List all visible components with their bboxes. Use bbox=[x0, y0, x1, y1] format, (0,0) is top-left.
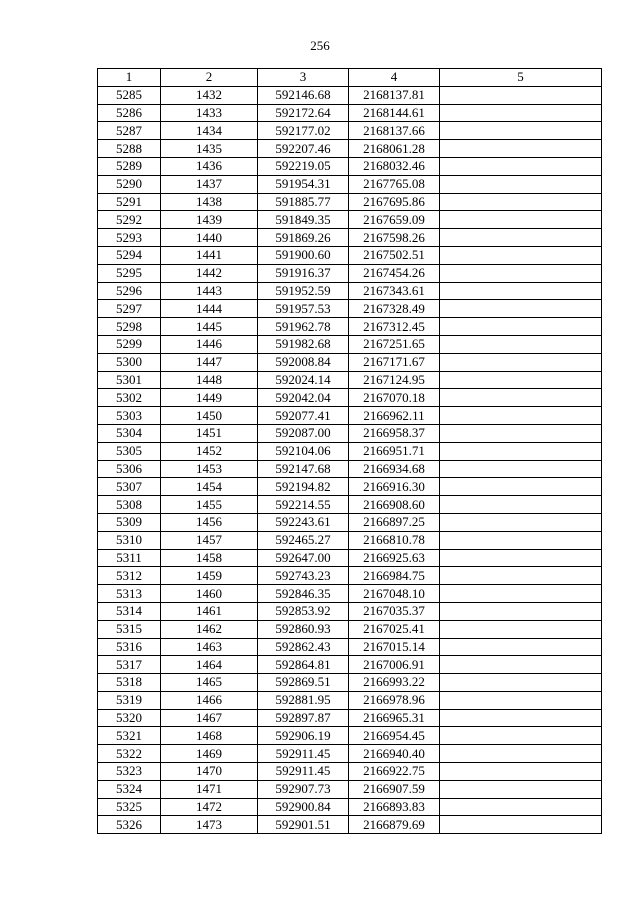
note-cell bbox=[440, 389, 602, 407]
table-row bbox=[98, 282, 602, 300]
table-row bbox=[98, 353, 602, 371]
note-cell bbox=[440, 727, 602, 745]
y-coordinate-cell: 2167312.45 bbox=[349, 318, 440, 336]
point-number-cell: 5301 bbox=[98, 371, 161, 389]
point-number-cell: 5305 bbox=[98, 442, 161, 460]
index-cell: 1450 bbox=[161, 407, 258, 425]
index-cell: 1432 bbox=[161, 86, 258, 104]
point-number-cell: 5291 bbox=[98, 193, 161, 211]
x-coordinate-cell: 592214.55 bbox=[258, 496, 349, 514]
y-coordinate-cell: 2167006.91 bbox=[349, 656, 440, 674]
note-cell bbox=[440, 567, 602, 585]
x-coordinate-cell: 592207.46 bbox=[258, 140, 349, 158]
table-row bbox=[98, 318, 602, 336]
note-cell bbox=[440, 549, 602, 567]
page-number: 256 bbox=[310, 38, 330, 53]
point-number-cell: 5296 bbox=[98, 282, 161, 300]
x-coordinate-cell: 592219.05 bbox=[258, 157, 349, 175]
index-cell: 1469 bbox=[161, 745, 258, 763]
point-number-cell: 5324 bbox=[98, 780, 161, 798]
y-coordinate-cell: 2167070.18 bbox=[349, 389, 440, 407]
note-cell bbox=[440, 691, 602, 709]
point-number-cell: 5311 bbox=[98, 549, 161, 567]
note-cell bbox=[440, 513, 602, 531]
note-cell bbox=[440, 638, 602, 656]
y-coordinate-cell: 2168144.61 bbox=[349, 104, 440, 122]
index-cell: 1453 bbox=[161, 460, 258, 478]
y-coordinate-cell: 2166958.37 bbox=[349, 424, 440, 442]
table-row bbox=[98, 798, 602, 816]
table-row bbox=[98, 229, 602, 247]
point-number-cell: 5303 bbox=[98, 407, 161, 425]
y-coordinate-cell: 2167035.37 bbox=[349, 602, 440, 620]
table-row bbox=[98, 620, 602, 638]
index-cell: 1458 bbox=[161, 549, 258, 567]
point-number-cell: 5286 bbox=[98, 104, 161, 122]
y-coordinate-cell: 2166962.11 bbox=[349, 407, 440, 425]
y-coordinate-cell: 2166984.75 bbox=[349, 567, 440, 585]
column-header-5: 5 bbox=[440, 69, 602, 87]
index-cell: 1460 bbox=[161, 585, 258, 603]
note-cell bbox=[440, 300, 602, 318]
index-cell: 1447 bbox=[161, 353, 258, 371]
point-number-cell: 5287 bbox=[98, 122, 161, 140]
x-coordinate-cell: 592087.00 bbox=[258, 424, 349, 442]
table-row bbox=[98, 567, 602, 585]
x-coordinate-cell: 592077.41 bbox=[258, 407, 349, 425]
note-cell bbox=[440, 211, 602, 229]
point-number-cell: 5315 bbox=[98, 620, 161, 638]
table-row bbox=[98, 193, 602, 211]
point-number-cell: 5323 bbox=[98, 763, 161, 781]
index-cell: 1465 bbox=[161, 674, 258, 692]
x-coordinate-cell: 592104.06 bbox=[258, 442, 349, 460]
point-number-cell: 5319 bbox=[98, 691, 161, 709]
column-header-1: 1 bbox=[98, 69, 161, 87]
x-coordinate-cell: 592147.68 bbox=[258, 460, 349, 478]
index-cell: 1466 bbox=[161, 691, 258, 709]
note-cell bbox=[440, 460, 602, 478]
point-number-cell: 5285 bbox=[98, 86, 161, 104]
table-row bbox=[98, 424, 602, 442]
table-body bbox=[98, 86, 602, 833]
point-number-cell: 5295 bbox=[98, 264, 161, 282]
x-coordinate-cell: 592864.81 bbox=[258, 656, 349, 674]
table-row bbox=[98, 157, 602, 175]
note-cell bbox=[440, 656, 602, 674]
x-coordinate-cell: 592911.45 bbox=[258, 745, 349, 763]
note-cell bbox=[440, 816, 602, 834]
y-coordinate-cell: 2167124.95 bbox=[349, 371, 440, 389]
y-coordinate-cell: 2166916.30 bbox=[349, 478, 440, 496]
point-number-cell: 5299 bbox=[98, 335, 161, 353]
index-cell: 1451 bbox=[161, 424, 258, 442]
y-coordinate-cell: 2167025.41 bbox=[349, 620, 440, 638]
point-number-cell: 5292 bbox=[98, 211, 161, 229]
point-number-cell: 5309 bbox=[98, 513, 161, 531]
x-coordinate-cell: 591952.59 bbox=[258, 282, 349, 300]
column-header-2: 2 bbox=[161, 69, 258, 87]
point-number-cell: 5322 bbox=[98, 745, 161, 763]
x-coordinate-cell: 592906.19 bbox=[258, 727, 349, 745]
x-coordinate-cell: 592881.95 bbox=[258, 691, 349, 709]
note-cell bbox=[440, 86, 602, 104]
y-coordinate-cell: 2166978.96 bbox=[349, 691, 440, 709]
point-number-cell: 5290 bbox=[98, 175, 161, 193]
x-coordinate-cell: 591885.77 bbox=[258, 193, 349, 211]
point-number-cell: 5289 bbox=[98, 157, 161, 175]
point-number-cell: 5300 bbox=[98, 353, 161, 371]
index-cell: 1459 bbox=[161, 567, 258, 585]
index-cell: 1468 bbox=[161, 727, 258, 745]
y-coordinate-cell: 2167695.86 bbox=[349, 193, 440, 211]
table-row bbox=[98, 335, 602, 353]
x-coordinate-cell: 592860.93 bbox=[258, 620, 349, 638]
note-cell bbox=[440, 229, 602, 247]
y-coordinate-cell: 2167659.09 bbox=[349, 211, 440, 229]
index-cell: 1436 bbox=[161, 157, 258, 175]
index-cell: 1471 bbox=[161, 780, 258, 798]
index-cell: 1456 bbox=[161, 513, 258, 531]
note-cell bbox=[440, 104, 602, 122]
x-coordinate-cell: 591900.60 bbox=[258, 246, 349, 264]
x-coordinate-cell: 592647.00 bbox=[258, 549, 349, 567]
index-cell: 1442 bbox=[161, 264, 258, 282]
index-cell: 1445 bbox=[161, 318, 258, 336]
index-cell: 1472 bbox=[161, 798, 258, 816]
y-coordinate-cell: 2167598.26 bbox=[349, 229, 440, 247]
x-coordinate-cell: 591982.68 bbox=[258, 335, 349, 353]
table-row bbox=[98, 727, 602, 745]
note-cell bbox=[440, 620, 602, 638]
y-coordinate-cell: 2167328.49 bbox=[349, 300, 440, 318]
table-row bbox=[98, 211, 602, 229]
note-cell bbox=[440, 264, 602, 282]
note-cell bbox=[440, 157, 602, 175]
index-cell: 1464 bbox=[161, 656, 258, 674]
x-coordinate-cell: 592862.43 bbox=[258, 638, 349, 656]
x-coordinate-cell: 592243.61 bbox=[258, 513, 349, 531]
note-cell bbox=[440, 674, 602, 692]
x-coordinate-cell: 592177.02 bbox=[258, 122, 349, 140]
index-cell: 1461 bbox=[161, 602, 258, 620]
x-coordinate-cell: 592024.14 bbox=[258, 371, 349, 389]
point-number-cell: 5288 bbox=[98, 140, 161, 158]
table-row bbox=[98, 300, 602, 318]
note-cell bbox=[440, 478, 602, 496]
note-cell bbox=[440, 335, 602, 353]
table-header-row bbox=[98, 69, 602, 87]
column-header-4: 4 bbox=[349, 69, 440, 87]
index-cell: 1443 bbox=[161, 282, 258, 300]
x-coordinate-cell: 591916.37 bbox=[258, 264, 349, 282]
x-coordinate-cell: 592042.04 bbox=[258, 389, 349, 407]
y-coordinate-cell: 2166897.25 bbox=[349, 513, 440, 531]
index-cell: 1434 bbox=[161, 122, 258, 140]
table-row bbox=[98, 585, 602, 603]
point-number-cell: 5293 bbox=[98, 229, 161, 247]
y-coordinate-cell: 2166908.60 bbox=[349, 496, 440, 514]
index-cell: 1457 bbox=[161, 531, 258, 549]
y-coordinate-cell: 2166993.22 bbox=[349, 674, 440, 692]
note-cell bbox=[440, 407, 602, 425]
table-row bbox=[98, 780, 602, 798]
table-row bbox=[98, 264, 602, 282]
table-row bbox=[98, 816, 602, 834]
x-coordinate-cell: 592846.35 bbox=[258, 585, 349, 603]
index-cell: 1440 bbox=[161, 229, 258, 247]
y-coordinate-cell: 2168032.46 bbox=[349, 157, 440, 175]
index-cell: 1444 bbox=[161, 300, 258, 318]
table-row bbox=[98, 389, 602, 407]
note-cell bbox=[440, 763, 602, 781]
point-number-cell: 5321 bbox=[98, 727, 161, 745]
point-number-cell: 5313 bbox=[98, 585, 161, 603]
point-number-cell: 5314 bbox=[98, 602, 161, 620]
table-row bbox=[98, 656, 602, 674]
y-coordinate-cell: 2166879.69 bbox=[349, 816, 440, 834]
x-coordinate-cell: 592901.51 bbox=[258, 816, 349, 834]
y-coordinate-cell: 2167343.61 bbox=[349, 282, 440, 300]
index-cell: 1439 bbox=[161, 211, 258, 229]
y-coordinate-cell: 2167251.65 bbox=[349, 335, 440, 353]
x-coordinate-cell: 592897.87 bbox=[258, 709, 349, 727]
coordinates-table bbox=[97, 68, 602, 834]
point-number-cell: 5306 bbox=[98, 460, 161, 478]
note-cell bbox=[440, 531, 602, 549]
table-row bbox=[98, 638, 602, 656]
index-cell: 1446 bbox=[161, 335, 258, 353]
index-cell: 1441 bbox=[161, 246, 258, 264]
note-cell bbox=[440, 602, 602, 620]
index-cell: 1433 bbox=[161, 104, 258, 122]
table-row bbox=[98, 513, 602, 531]
point-number-cell: 5318 bbox=[98, 674, 161, 692]
table-row bbox=[98, 460, 602, 478]
x-coordinate-cell: 592907.73 bbox=[258, 780, 349, 798]
x-coordinate-cell: 592172.64 bbox=[258, 104, 349, 122]
note-cell bbox=[440, 442, 602, 460]
index-cell: 1448 bbox=[161, 371, 258, 389]
x-coordinate-cell: 592743.23 bbox=[258, 567, 349, 585]
x-coordinate-cell: 591954.31 bbox=[258, 175, 349, 193]
y-coordinate-cell: 2167502.51 bbox=[349, 246, 440, 264]
point-number-cell: 5308 bbox=[98, 496, 161, 514]
note-cell bbox=[440, 496, 602, 514]
x-coordinate-cell: 592194.82 bbox=[258, 478, 349, 496]
y-coordinate-cell: 2166810.78 bbox=[349, 531, 440, 549]
y-coordinate-cell: 2166934.68 bbox=[349, 460, 440, 478]
table-row bbox=[98, 246, 602, 264]
x-coordinate-cell: 591849.35 bbox=[258, 211, 349, 229]
note-cell bbox=[440, 140, 602, 158]
table-row bbox=[98, 763, 602, 781]
y-coordinate-cell: 2166893.83 bbox=[349, 798, 440, 816]
note-cell bbox=[440, 798, 602, 816]
y-coordinate-cell: 2166954.45 bbox=[349, 727, 440, 745]
table-row bbox=[98, 407, 602, 425]
y-coordinate-cell: 2167454.26 bbox=[349, 264, 440, 282]
table-row bbox=[98, 602, 602, 620]
index-cell: 1435 bbox=[161, 140, 258, 158]
x-coordinate-cell: 592853.92 bbox=[258, 602, 349, 620]
table-row bbox=[98, 86, 602, 104]
y-coordinate-cell: 2167015.14 bbox=[349, 638, 440, 656]
x-coordinate-cell: 591957.53 bbox=[258, 300, 349, 318]
point-number-cell: 5320 bbox=[98, 709, 161, 727]
table-row bbox=[98, 674, 602, 692]
point-number-cell: 5298 bbox=[98, 318, 161, 336]
point-number-cell: 5304 bbox=[98, 424, 161, 442]
y-coordinate-cell: 2166925.63 bbox=[349, 549, 440, 567]
table-row bbox=[98, 442, 602, 460]
index-cell: 1449 bbox=[161, 389, 258, 407]
y-coordinate-cell: 2168137.81 bbox=[349, 86, 440, 104]
table-row bbox=[98, 691, 602, 709]
note-cell bbox=[440, 585, 602, 603]
point-number-cell: 5310 bbox=[98, 531, 161, 549]
note-cell bbox=[440, 246, 602, 264]
column-header-3: 3 bbox=[258, 69, 349, 87]
table-row bbox=[98, 140, 602, 158]
table-row bbox=[98, 175, 602, 193]
point-number-cell: 5302 bbox=[98, 389, 161, 407]
y-coordinate-cell: 2168137.66 bbox=[349, 122, 440, 140]
index-cell: 1452 bbox=[161, 442, 258, 460]
index-cell: 1462 bbox=[161, 620, 258, 638]
table-row bbox=[98, 549, 602, 567]
x-coordinate-cell: 592146.68 bbox=[258, 86, 349, 104]
x-coordinate-cell: 591869.26 bbox=[258, 229, 349, 247]
point-number-cell: 5307 bbox=[98, 478, 161, 496]
note-cell bbox=[440, 282, 602, 300]
y-coordinate-cell: 2168061.28 bbox=[349, 140, 440, 158]
note-cell bbox=[440, 371, 602, 389]
note-cell bbox=[440, 318, 602, 336]
x-coordinate-cell: 592911.45 bbox=[258, 763, 349, 781]
y-coordinate-cell: 2167765.08 bbox=[349, 175, 440, 193]
point-number-cell: 5297 bbox=[98, 300, 161, 318]
note-cell bbox=[440, 122, 602, 140]
note-cell bbox=[440, 193, 602, 211]
table-row bbox=[98, 371, 602, 389]
x-coordinate-cell: 592900.84 bbox=[258, 798, 349, 816]
x-coordinate-cell: 592008.84 bbox=[258, 353, 349, 371]
y-coordinate-cell: 2167048.10 bbox=[349, 585, 440, 603]
note-cell bbox=[440, 424, 602, 442]
index-cell: 1473 bbox=[161, 816, 258, 834]
point-number-cell: 5326 bbox=[98, 816, 161, 834]
table-row bbox=[98, 478, 602, 496]
table-row bbox=[98, 709, 602, 727]
index-cell: 1470 bbox=[161, 763, 258, 781]
note-cell bbox=[440, 780, 602, 798]
x-coordinate-cell: 592869.51 bbox=[258, 674, 349, 692]
note-cell bbox=[440, 353, 602, 371]
y-coordinate-cell: 2166907.59 bbox=[349, 780, 440, 798]
table-row bbox=[98, 104, 602, 122]
point-number-cell: 5294 bbox=[98, 246, 161, 264]
index-cell: 1454 bbox=[161, 478, 258, 496]
point-number-cell: 5316 bbox=[98, 638, 161, 656]
index-cell: 1437 bbox=[161, 175, 258, 193]
y-coordinate-cell: 2166951.71 bbox=[349, 442, 440, 460]
index-cell: 1463 bbox=[161, 638, 258, 656]
table-row bbox=[98, 531, 602, 549]
table-row bbox=[98, 745, 602, 763]
note-cell bbox=[440, 709, 602, 727]
note-cell bbox=[440, 745, 602, 763]
table-row bbox=[98, 496, 602, 514]
point-number-cell: 5312 bbox=[98, 567, 161, 585]
x-coordinate-cell: 591962.78 bbox=[258, 318, 349, 336]
index-cell: 1455 bbox=[161, 496, 258, 514]
index-cell: 1438 bbox=[161, 193, 258, 211]
y-coordinate-cell: 2166922.75 bbox=[349, 763, 440, 781]
table-row bbox=[98, 122, 602, 140]
x-coordinate-cell: 592465.27 bbox=[258, 531, 349, 549]
y-coordinate-cell: 2166965.31 bbox=[349, 709, 440, 727]
y-coordinate-cell: 2167171.67 bbox=[349, 353, 440, 371]
y-coordinate-cell: 2166940.40 bbox=[349, 745, 440, 763]
index-cell: 1467 bbox=[161, 709, 258, 727]
note-cell bbox=[440, 175, 602, 193]
point-number-cell: 5325 bbox=[98, 798, 161, 816]
point-number-cell: 5317 bbox=[98, 656, 161, 674]
